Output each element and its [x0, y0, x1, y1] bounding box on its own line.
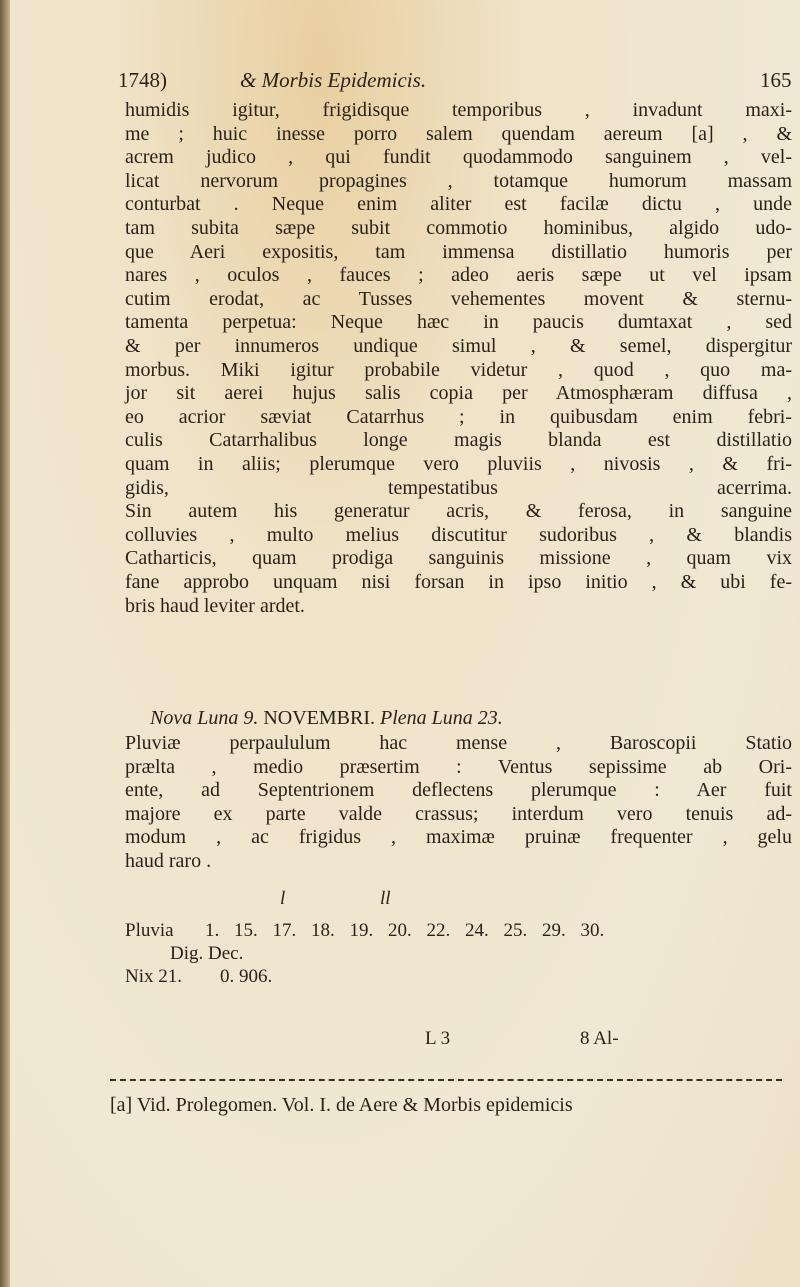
text-line: Catharticis, quam prodiga sanguinis missione , quam vix [125, 547, 792, 570]
text-line: culis Catarrhalibus longe magis blanda est distillatio [125, 429, 792, 452]
text-line: haud raro . [125, 849, 212, 872]
text-line: modum , ac frigidus , maximæ pruinæ frequenter , gelu [125, 826, 792, 848]
full-moon: Plena Luna 23. [380, 707, 503, 729]
text-line: me ; huic inesse porro salem quendam aereum [a] , & [125, 122, 792, 145]
text-line: quam in aliis; plerumque vero pluviis , nivosis , & fri- [125, 453, 792, 475]
month-heading [150, 706, 790, 730]
text-line: ente, ad Septentrionem deflectens plerumque : Aer fuit [125, 779, 792, 801]
nix-value: 0. 906. [220, 966, 273, 987]
header-year: 1748) [118, 68, 167, 92]
text-line: humidis igitur, frigidisque temporibus , invadunt maxi- [125, 99, 792, 121]
text-line: & per innumeros undique simul , & semel, dispergitur [125, 335, 792, 357]
text-line: cutim erodat, ac Tusses vehementes movent & sternu- [125, 287, 792, 310]
month-name: NOVEMBRI. [263, 707, 376, 729]
text-line: eo acrior sæviat Catarrhus ; in quibusdam enim febri- [125, 405, 792, 428]
signature-mark: L 3 [425, 1028, 451, 1049]
mark-l: l [280, 888, 286, 909]
text-line: gidis, tempestatibus acerrima. [125, 476, 792, 499]
text-line: nares , oculos , fauces ; adeo aeris sæpe ut vel ipsam [125, 264, 792, 287]
text-line: bris haud leviter ardet. [125, 594, 305, 617]
text-line: Pluviæ perpaululum hac mense , Baroscopii Statio [125, 732, 792, 754]
pluvia-days: 1. 15. 17. 18. 19. 20. 22. 24. 25. 29. 30. [205, 920, 605, 941]
text-line: fane approbo unquam nisi forsan in ipso initio , & ubi fe- [125, 571, 792, 593]
new-moon: Nova Luna 9. [150, 707, 259, 729]
text-line: colluvies , multo melius discutitur sudoribus , & blandis [125, 523, 792, 546]
text-line: acrem judico , qui fundit quodammodo sanguinem , vel- [125, 146, 792, 169]
footnote-rule [110, 1079, 782, 1081]
header-title: & Morbis Epidemicis. [240, 68, 427, 92]
text-line: conturbat . Neque enim aliter est facilæ dictu , unde [125, 193, 792, 216]
text-line: Sin autem his generatur acris, & ferosa, in sanguine [125, 500, 792, 523]
mark-ll: ll [380, 888, 391, 909]
page-number: 165 [760, 68, 792, 92]
text-line: majore ex parte valde crassus; interdum vero tenuis ad- [125, 802, 792, 825]
pluvia-label: Pluvia [125, 920, 174, 941]
nix-label: Nix 21. [125, 966, 182, 987]
text-line: jor sit aerei hujus salis copia per Atmosphæram diffusa , [125, 382, 792, 405]
book-spine-edge [0, 0, 10, 1287]
text-line: prælta , medio præsertim : Ventus sepissime ab Ori- [125, 755, 792, 778]
footnote: [a] Vid. Prolegomen. Vol. I. de Aere & Morbis epidemicis [110, 1094, 573, 1116]
text-line: que Aeri expositis, tam immensa distillatio humoris per [125, 240, 792, 263]
text-line: licat nervorum propagines , totamque humorum massam [125, 169, 792, 192]
text-line: tam subita sæpe subit commotio hominibus, algido udo- [125, 217, 792, 239]
catchword: 8 Al- [580, 1028, 619, 1049]
text-line: morbus. Miki igitur probabile videtur , quod , quo ma- [125, 358, 792, 381]
units-label: Dig. Dec. [170, 943, 244, 964]
text-line: tamenta perpetua: Neque hæc in paucis dumtaxat , sed [125, 311, 792, 334]
